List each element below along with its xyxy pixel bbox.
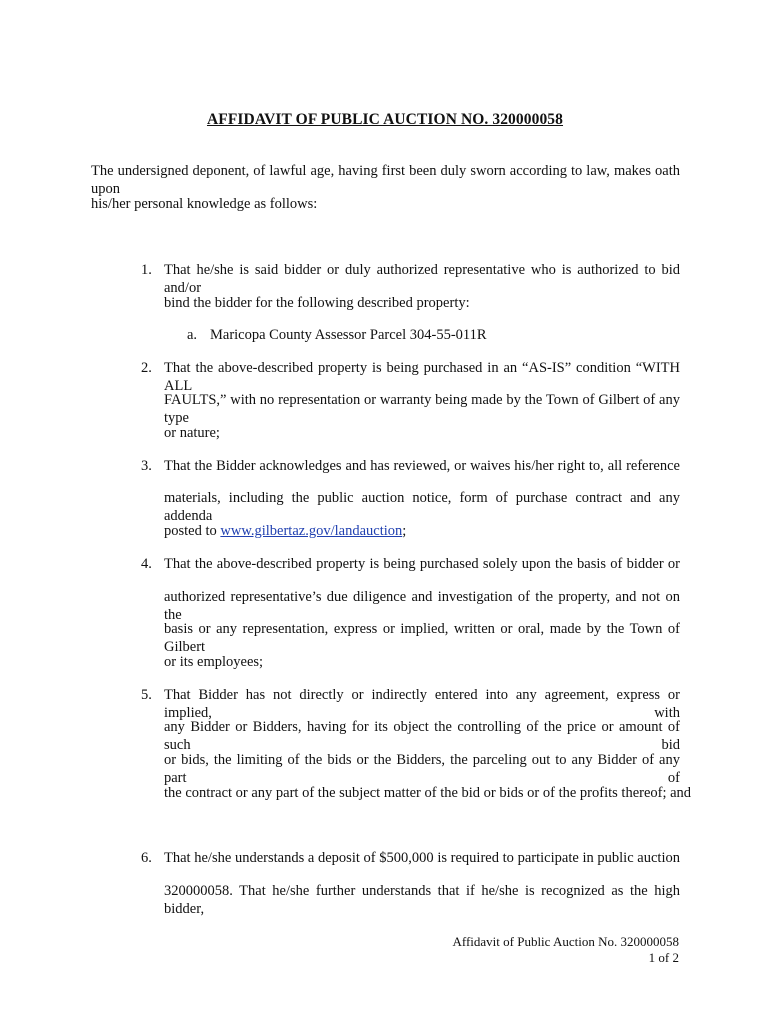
gilbert-landauction-link[interactable]: www.gilbertaz.gov/landauction [220, 523, 403, 539]
page-footer [452, 934, 679, 966]
subitem-letter-a: a. [187, 327, 198, 343]
subitem-a-text: Maricopa County Assessor Parcel 304-55-011R [210, 327, 487, 343]
footer-document-name: Affidavit of Public Auction No. 320000058 [452, 934, 679, 949]
item-2-line-1: That the above-described property is being purchased in an “AS-IS” condition “WITH ALL [164, 360, 680, 394]
item-4-line-1: That the above-described property is being purchased solely upon the basis of bidder or [164, 556, 680, 572]
item-number-3: 3. [141, 458, 152, 474]
footer-page-number: 1 of 2 [648, 950, 679, 965]
item-3-line-3-prefix: posted to [164, 523, 221, 539]
document-title: AFFIDAVIT OF PUBLIC AUCTION NO. 320000058 [206, 111, 564, 128]
item-5-line-4: the contract or any part of the subject matter of the bid or bids or of the profits thereof; and [164, 785, 692, 801]
item-2-line-3: or nature; [164, 425, 220, 441]
item-number-1: 1. [141, 262, 152, 278]
item-number-4: 4. [141, 556, 152, 572]
item-4-line-3: basis or any representation, express or implied, written or oral, made by the Town of Gilbert [164, 621, 680, 655]
item-6-line-2: 320000058. That he/she further understands that if he/she is recognized as the high bidder, [164, 883, 680, 917]
item-5-line-1: That Bidder has not directly or indirectly entered into any agreement, express or implied, with [164, 687, 680, 721]
item-4-line-4: or its employees; [164, 654, 264, 670]
item-number-2: 2. [141, 360, 152, 376]
item-5-line-3: or bids, the limiting of the bids or the Bidders, the parceling out to any Bidder of any part of [164, 752, 680, 786]
item-3-line-3-suffix: ; [402, 523, 407, 539]
item-2-line-2: FAULTS,” with no representation or warranty being made by the Town of Gilbert of any type [164, 392, 680, 426]
item-1-line-1: That he/she is said bidder or duly authorized representative who is authorized to bid and/or [164, 262, 680, 296]
item-3-line-2: materials, including the public auction notice, form of purchase contract and any addenda [164, 490, 680, 524]
item-3-line-3 [164, 522, 406, 540]
intro-line-1: The undersigned deponent, of lawful age, having first been duly sworn according to law, makes oath upon [91, 163, 680, 197]
item-3-line-1: That the Bidder acknowledges and has reviewed, or waives his/her right to, all reference [164, 458, 680, 474]
item-1-line-2: bind the bidder for the following described property: [164, 295, 470, 311]
intro-line-2: his/her personal knowledge as follows: [91, 196, 318, 212]
item-4-line-2: authorized representative’s due diligence and investigation of the property, and not on the [164, 589, 680, 623]
item-number-5: 5. [141, 687, 152, 703]
item-number-6: 6. [141, 850, 152, 866]
item-6-line-1: That he/she understands a deposit of $500,000 is required to participate in public auction [164, 850, 680, 866]
item-5-line-2: any Bidder or Bidders, having for its object the controlling of the price or amount of such bid [164, 719, 680, 753]
